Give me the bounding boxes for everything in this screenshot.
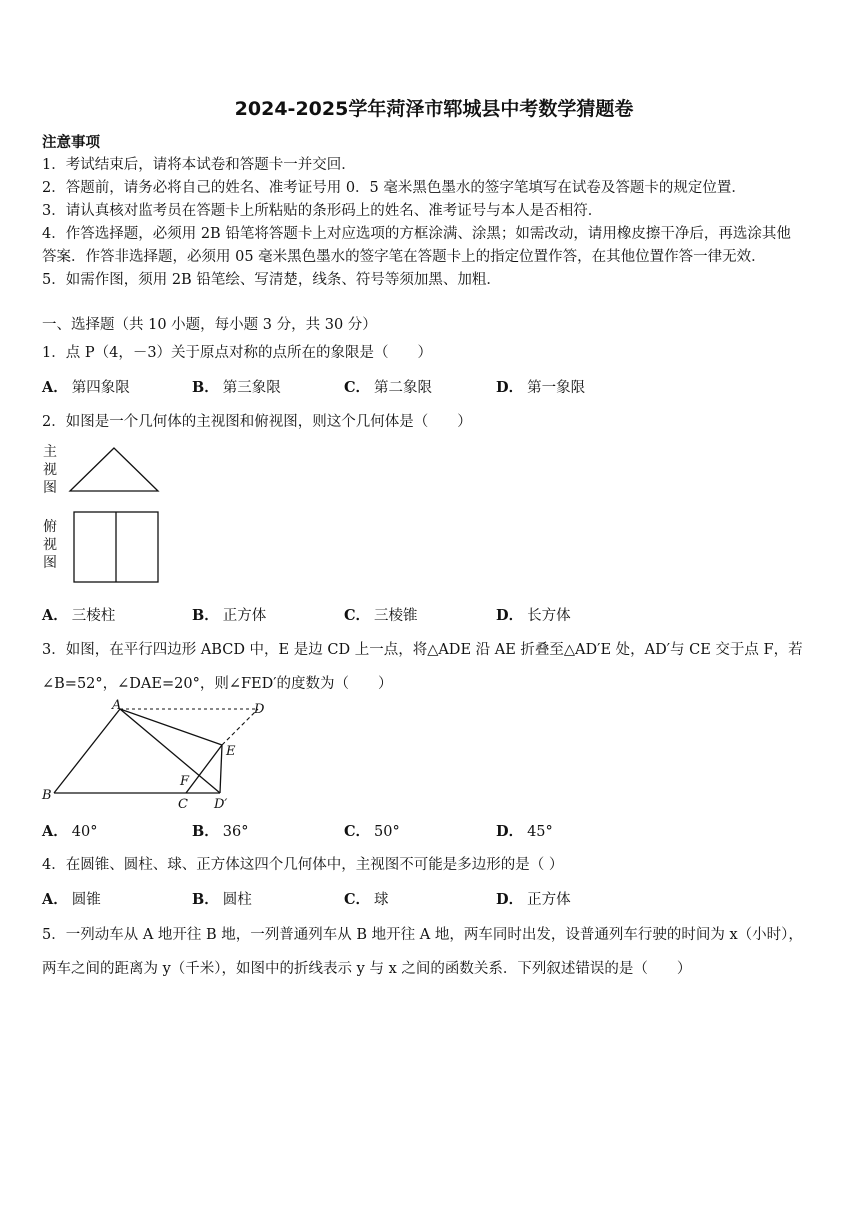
- option-letter: D．: [496, 891, 524, 908]
- q4-option-c: [344, 888, 389, 909]
- question-5-stem-line-1: 5．一列动车从 A 地开往 B 地，一列普通列车从 B 地开往 A 地，两车同时出发，设普通列车行驶的时间为 x（小时），: [42, 927, 803, 943]
- notice-item-4-cont: 答案．作答非选择题，必须用 05 毫米黑色墨水的签字笔在答题卡上的指定位置作答，在其他位置作答一律无效．: [42, 249, 766, 265]
- option-text: 第三象限: [222, 380, 281, 396]
- q2-option-b: [192, 604, 266, 625]
- option-letter: A．: [42, 607, 68, 624]
- front-view-label: 主视图: [43, 444, 57, 496]
- notice-item-3: 3．请认真核对监考员在答题卡上所粘贴的条形码上的姓名、准考证号与本人是否相符．: [42, 203, 603, 219]
- option-text: 圆锥: [71, 892, 101, 908]
- q4-option-a: [42, 888, 101, 909]
- front-view-triangle: [66, 445, 162, 495]
- q2-option-a: [42, 604, 115, 625]
- q1-option-d: [496, 376, 585, 397]
- option-letter: C．: [344, 607, 371, 624]
- q2-option-d: [496, 604, 571, 625]
- option-letter: A．: [42, 823, 68, 840]
- option-text: 球: [374, 892, 389, 908]
- option-letter: D．: [496, 379, 524, 396]
- page-title: 2024-2025学年菏泽市郓城县中考数学猜题卷: [234, 98, 634, 120]
- point-f-label: F: [180, 774, 190, 789]
- notice-item-2: 2．答题前，请务必将自己的姓名、准考证号用 0．5 毫米黑色墨水的签字笔填写在试卷及答题卡的规定位置．: [42, 180, 746, 196]
- option-letter: C．: [344, 891, 371, 908]
- question-3-stem-line-2: ∠B=52°，∠DAE=20°，则∠FED′的度数为（ ）: [42, 676, 393, 692]
- notice-item-5: 5．如需作图，须用 2B 铅笔绘、写清楚，线条、符号等须加黑、加粗．: [42, 272, 501, 288]
- option-text: 正方体: [527, 892, 571, 908]
- option-letter: B．: [192, 379, 219, 396]
- q4-option-b: [192, 888, 252, 909]
- question-4-stem: 4．在圆锥、圆柱、球、正方体这四个几何体中，主视图不可能是多边形的是（ ）: [42, 857, 564, 873]
- option-text: 圆柱: [222, 892, 252, 908]
- q2-option-c: [344, 604, 418, 625]
- section-heading: 一、选择题（共 10 小题，每小题 3 分，共 30 分）: [42, 317, 377, 333]
- option-text: 50°: [374, 824, 400, 840]
- point-c-label: C: [178, 797, 188, 812]
- option-text: 第二象限: [374, 380, 433, 396]
- option-text: 三棱锥: [374, 608, 418, 624]
- question-1-stem: 1．点 P（4，－3）关于原点对称的点所在的象限是（ ）: [42, 345, 433, 361]
- option-letter: A．: [42, 379, 68, 396]
- point-e-label: E: [226, 744, 236, 759]
- q1-option-c: [344, 376, 432, 397]
- option-letter: D．: [496, 823, 524, 840]
- option-text: 第四象限: [71, 380, 130, 396]
- q1-option-a: [42, 376, 130, 397]
- top-view-rectangle: [72, 510, 162, 586]
- option-text: 45°: [527, 824, 553, 840]
- point-b-label: B: [42, 788, 52, 803]
- question-5-stem-line-2: 两车之间的距离为 y（千米），如图中的折线表示 y 与 x 之间的函数关系．下列叙述错误的是（ ）: [42, 961, 692, 977]
- q3-option-a: [42, 820, 97, 841]
- option-letter: C．: [344, 823, 371, 840]
- option-letter: C．: [344, 379, 371, 396]
- top-view-label: 俯视图: [43, 519, 57, 571]
- point-d-prime-label: D′: [214, 797, 228, 812]
- question-3-stem-line-1: 3．如图，在平行四边形 ABCD 中，E 是边 CD 上一点，将△ADE 沿 AE 折叠至△AD′E 处，AD′与 CE 交于点 F，若: [42, 642, 803, 658]
- option-letter: B．: [192, 823, 219, 840]
- option-text: 三棱柱: [71, 608, 116, 624]
- option-letter: A．: [42, 891, 68, 908]
- option-text: 第一象限: [527, 380, 586, 396]
- parallelogram-figure: [40, 697, 270, 813]
- option-text: 正方体: [222, 608, 267, 624]
- option-letter: D．: [496, 607, 524, 624]
- q3-option-b: [192, 820, 248, 841]
- notice-heading: 注意事项: [42, 134, 100, 151]
- point-d-label: D: [254, 702, 265, 717]
- option-text: 40°: [71, 824, 98, 840]
- option-letter: B．: [192, 607, 219, 624]
- question-2-stem: 2．如图是一个几何体的主视图和俯视图，则这个几何体是（ ）: [42, 414, 472, 430]
- q3-option-c: [344, 820, 400, 841]
- q1-option-b: [192, 376, 281, 397]
- option-letter: B．: [192, 891, 219, 908]
- option-text: 长方体: [527, 608, 571, 624]
- q3-option-d: [496, 820, 553, 841]
- notice-item-1: 1．考试结束后，请将本试卷和答题卡一并交回．: [42, 157, 356, 173]
- notice-item-4: 4．作答选择题，必须用 2B 铅笔将答题卡上对应选项的方框涂满、涂黑；如需改动，请用橡皮擦干净后，再选涂其他: [42, 226, 791, 242]
- q4-option-d: [496, 888, 571, 909]
- point-a-label: A: [112, 698, 122, 713]
- option-text: 36°: [222, 824, 249, 840]
